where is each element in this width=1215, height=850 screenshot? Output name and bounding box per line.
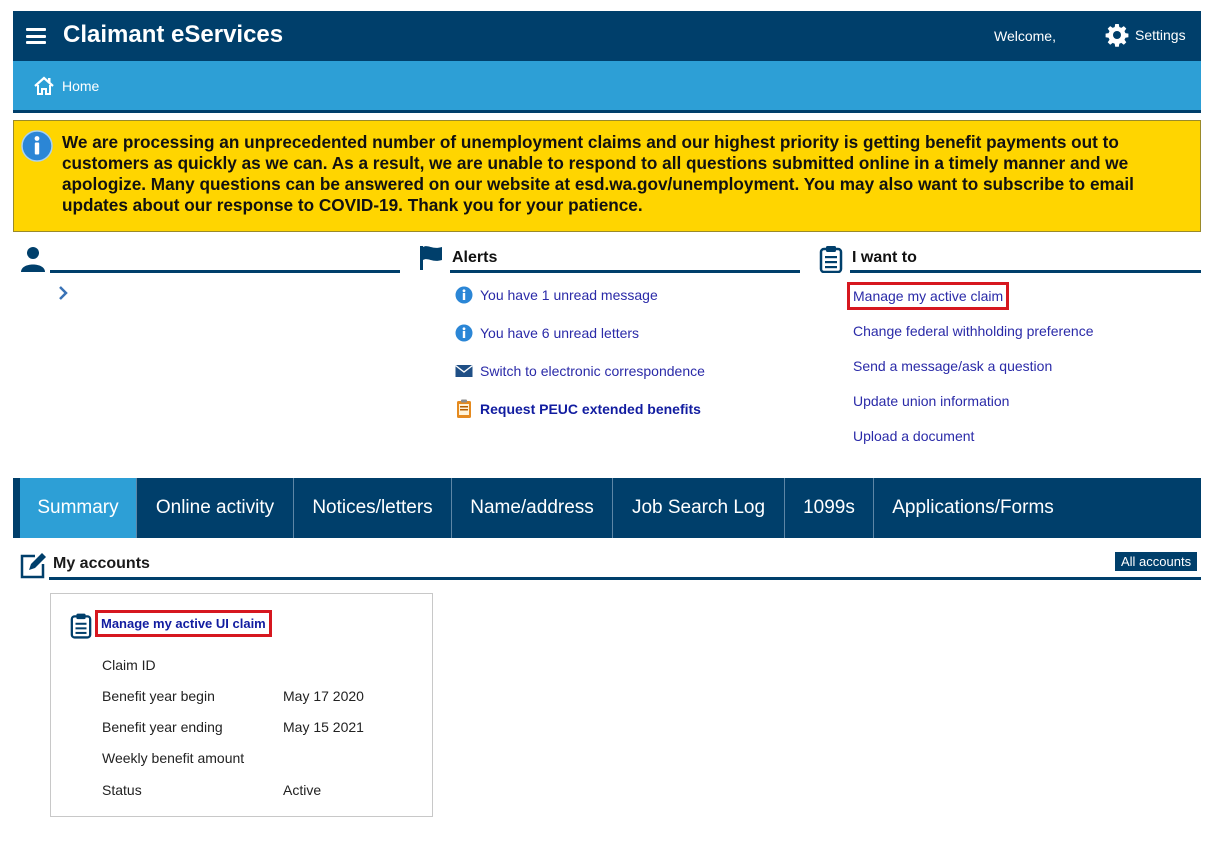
user-icon <box>20 246 46 272</box>
tab-1099s[interactable]: 1099s <box>785 478 874 538</box>
alert-label: You have 6 unread letters <box>480 325 640 341</box>
alerts-title: Alerts <box>452 249 498 266</box>
my-accounts-rule <box>49 577 1201 580</box>
settings-button[interactable] <box>1105 23 1186 47</box>
field-label: Benefit year begin <box>102 688 215 704</box>
field-label: Claim ID <box>102 657 156 673</box>
welcome-text: Welcome, <box>994 28 1056 44</box>
tab-job-search-log[interactable]: Job Search Log <box>613 478 785 538</box>
notice-text: We are processing an unprecedented number of unemployment claims and our highest priority is getting benefit payments out to customers as quickly as we can. As a result, we are unable to respond to all questions submitted online in a timely manner and we apologize. Many questions can be answered on our website at esd.wa.gov/unemployment. You may also want to subscribe to email updates about our response to COVID-19. Thank you for your patience. <box>62 132 1134 215</box>
all-accounts-button[interactable]: All accounts <box>1115 552 1197 571</box>
breadcrumb-home[interactable] <box>33 76 99 96</box>
change-withholding-link[interactable]: Change federal withholding preference <box>853 323 1094 339</box>
breadcrumb-home-label: Home <box>62 78 100 94</box>
alert-unread-message[interactable] <box>455 286 658 304</box>
covid-notice <box>13 120 1201 232</box>
field-value: Active <box>283 782 322 798</box>
form-icon <box>455 400 473 418</box>
menu-icon[interactable] <box>26 28 46 44</box>
alert-label: Request PEUC extended benefits <box>480 401 701 417</box>
manage-ui-claim-link[interactable]: Manage my active UI claim <box>101 616 266 631</box>
info-icon <box>455 324 473 342</box>
alert-label: Switch to electronic correspondence <box>480 363 705 379</box>
tab-online-activity[interactable]: Online activity <box>137 478 294 538</box>
i-want-to-title: I want to <box>852 249 917 266</box>
breadcrumb <box>13 61 1201 113</box>
tab-name-address[interactable]: Name/address <box>452 478 613 538</box>
alert-label: You have 1 unread message <box>480 287 658 303</box>
manage-active-claim-link[interactable]: Manage my active claim <box>853 288 1004 304</box>
tab-notices-letters[interactable]: Notices/letters <box>294 478 452 538</box>
field-label: Benefit year ending <box>102 719 223 735</box>
home-icon <box>33 76 55 96</box>
envelope-icon <box>455 362 473 380</box>
chevron-right-icon[interactable] <box>58 286 68 300</box>
tab-bar <box>13 478 1201 538</box>
upload-document-link[interactable]: Upload a document <box>853 428 975 444</box>
app-title: Claimant eServices <box>63 21 284 48</box>
settings-label: Settings <box>1135 27 1186 43</box>
update-union-link[interactable]: Update union information <box>853 393 1010 409</box>
info-icon <box>455 286 473 304</box>
field-value: May 15 2021 <box>283 719 364 735</box>
info-icon <box>21 130 53 162</box>
alerts-rule <box>450 270 800 273</box>
gear-icon <box>1105 23 1129 47</box>
account-card <box>50 593 433 817</box>
send-message-link[interactable]: Send a message/ask a question <box>853 358 1053 374</box>
field-label: Status <box>102 782 142 798</box>
field-value: May 17 2020 <box>283 688 364 704</box>
alert-electronic-correspondence[interactable] <box>455 362 705 380</box>
i-want-to-rule <box>850 270 1201 273</box>
alert-request-peuc[interactable] <box>455 400 701 418</box>
tab-summary[interactable]: Summary <box>13 478 137 538</box>
edit-icon <box>19 552 47 580</box>
clipboard-icon <box>70 612 92 639</box>
top-bar <box>13 11 1201 61</box>
alert-unread-letters[interactable] <box>455 324 639 342</box>
clipboard-icon <box>819 245 843 273</box>
tab-applications-forms[interactable]: Applications/Forms <box>892 497 1054 518</box>
profile-rule <box>50 270 400 273</box>
my-accounts-title: My accounts <box>53 555 150 572</box>
flag-icon <box>418 244 444 272</box>
field-label: Weekly benefit amount <box>102 750 245 766</box>
